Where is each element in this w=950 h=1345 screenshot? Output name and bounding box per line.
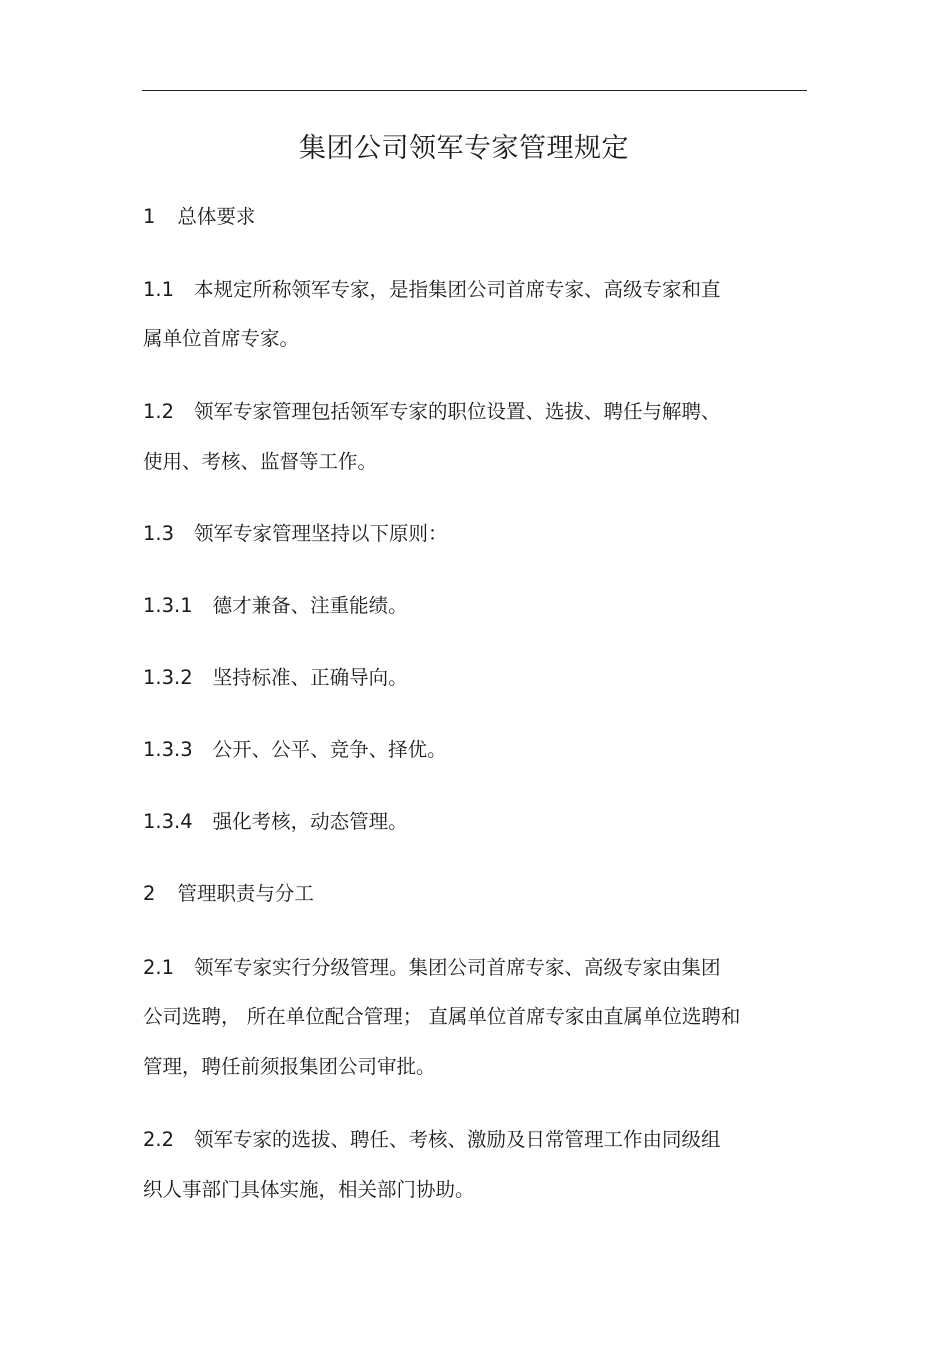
clause-text: 使用、考核、监督等工作。	[143, 450, 378, 473]
section-number: 1	[143, 205, 156, 228]
clause-text: 领军专家管理坚持以下原则：	[194, 522, 448, 545]
clause-number: 2.1	[143, 956, 175, 979]
clause-text: 强化考核，动态管理。	[212, 810, 408, 833]
clause-2-1	[143, 955, 721, 981]
clause-number: 1.3.1	[143, 594, 193, 617]
clause-text: 德才兼备、注重能绩。	[212, 594, 408, 617]
clause-1-3-4	[143, 809, 408, 835]
clause-number: 1.2	[143, 400, 175, 423]
clause-number: 1.3.3	[143, 738, 193, 761]
clause-number: 1.3.2	[143, 666, 193, 689]
clause-number: 1.1	[143, 278, 175, 301]
section-number: 2	[143, 882, 156, 905]
clause-2-1-cont-1	[143, 1004, 740, 1030]
clause-text: 领军专家实行分级管理。集团公司首席专家、高级专家由集团	[194, 956, 721, 979]
section-text: 管理职责与分工	[177, 882, 314, 905]
clause-text: 管理，聘任前须报集团公司审批。	[143, 1055, 436, 1078]
clause-2-2-cont	[143, 1177, 475, 1203]
clause-text: 属单位首席专家。	[143, 327, 300, 350]
clause-1-1-cont	[143, 326, 299, 352]
section-text: 总体要求	[177, 205, 256, 228]
clause-1-3	[143, 521, 448, 547]
clause-2-1-cont-2	[143, 1054, 436, 1080]
clause-text: 领军专家的选拔、聘任、考核、激励及日常管理工作由同级组	[194, 1128, 721, 1151]
clause-1-2-cont	[143, 449, 377, 475]
clause-number: 2.2	[143, 1128, 175, 1151]
header-rule	[142, 90, 807, 91]
clause-text: 织人事部门具体实施，相关部门协助。	[143, 1178, 475, 1201]
clause-1-2	[143, 399, 721, 425]
clause-text: 坚持标准、正确导向。	[212, 666, 408, 689]
clause-1-3-3	[143, 737, 447, 763]
clause-number: 1.3	[143, 522, 175, 545]
clause-2-2	[143, 1127, 721, 1153]
clause-text: 本规定所称领军专家，是指集团公司首席专家、高级专家和直	[194, 278, 721, 301]
clause-text: 公司选聘， 所在单位配合管理； 直属单位首席专家由直属单位选聘和	[143, 1005, 741, 1028]
clause-text: 领军专家管理包括领军专家的职位设置、选拔、聘任与解聘、	[194, 400, 721, 423]
section-heading-2	[143, 881, 314, 907]
document-title: 集团公司领军专家管理规定	[299, 133, 629, 164]
section-heading-1	[143, 204, 255, 230]
clause-text: 公开、公平、竞争、择优。	[212, 738, 447, 761]
clause-1-3-1	[143, 593, 408, 619]
clause-1-3-2	[143, 665, 408, 691]
clause-1-1	[143, 277, 721, 303]
clause-number: 1.3.4	[143, 810, 193, 833]
